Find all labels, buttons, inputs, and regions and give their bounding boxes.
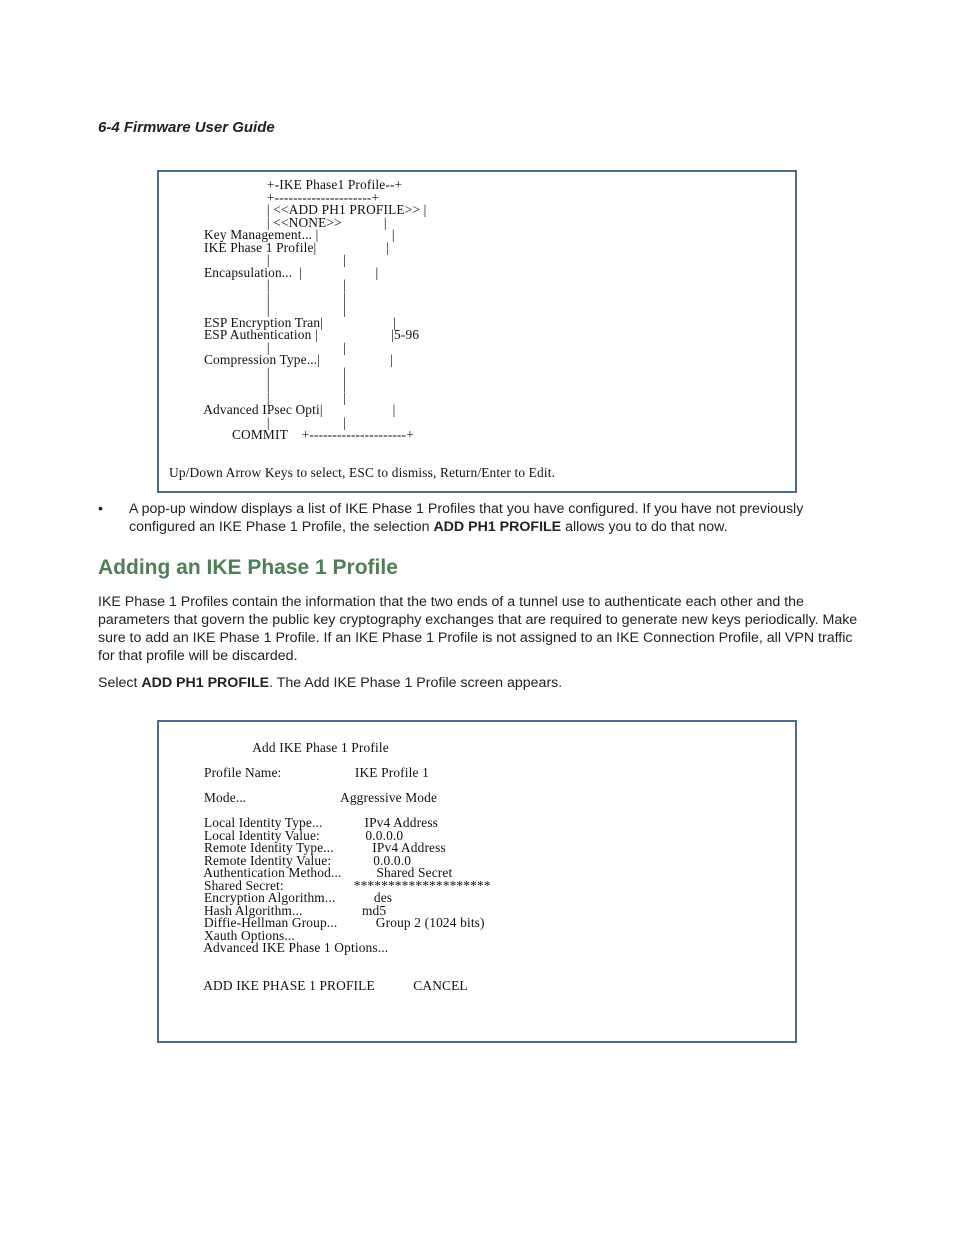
- section-heading: Adding an IKE Phase 1 Profile: [98, 556, 398, 579]
- terminal-text: [169, 742, 491, 992]
- terminal-line: | <<ADD PH1 PROFILE>> |: [169, 202, 427, 217]
- bullet-text-after: allows you to do that now.: [561, 519, 728, 535]
- terminal-line: | |: [169, 414, 347, 430]
- terminal-line: | |: [169, 289, 347, 305]
- terminal-line: ADD IKE PHASE 1 PROFILE CANCEL: [169, 977, 468, 993]
- body-paragraph: IKE Phase 1 Profiles contain the information that the two ends of a tunnel use to authenticate each other and the parameters that govern the public key cryptography exchanges that are required to generate new keys periodically. Make sure to add an IKE Phase 1 Profile. If an IKE Phase 1 Profile is not assigned to an IKE Connection Profile, all VPN traffic for that profile will be discarded.: [98, 594, 858, 664]
- terminal-line: Compression Type...| |: [169, 352, 393, 367]
- terminal-line: Shared Secret: ********************: [169, 877, 491, 893]
- para2-bold: ADD PH1 PROFILE: [141, 675, 270, 691]
- terminal-line: Local Identity Value: 0.0.0.0: [169, 827, 404, 843]
- terminal-line: Mode... Aggressive Mode: [169, 790, 438, 805]
- terminal-line: COMMIT +---------------------+: [169, 427, 414, 442]
- terminal-line: | |: [169, 302, 347, 317]
- terminal-line: | |: [169, 252, 347, 267]
- terminal-line: Encryption Algorithm... des: [169, 890, 393, 905]
- bullet-text-bold: ADD PH1 PROFILE: [433, 519, 562, 535]
- bullet-text-before: A pop-up window displays a list of IKE Phase 1 Profiles that you have configured. If you have not previously configured an IKE Phase 1 Profile, the selection: [129, 501, 804, 535]
- terminal-text: [169, 179, 555, 479]
- terminal-line: +-IKE Phase1 Profile--+: [169, 177, 403, 192]
- terminal-line: | |: [169, 339, 347, 355]
- terminal-line: IKE Phase 1 Profile| |: [169, 239, 390, 255]
- terminal-line: Remote Identity Value: 0.0.0.0: [169, 852, 412, 868]
- para2-before: Select: [98, 675, 142, 691]
- para2-after: . The Add IKE Phase 1 Profile screen appears.: [269, 675, 563, 691]
- terminal-line: Local Identity Type... IPv4 Address: [169, 815, 439, 830]
- terminal-line: Xauth Options...: [169, 927, 295, 943]
- bullet-text: [129, 500, 858, 536]
- terminal-line: Authentication Method... Shared Secret: [169, 865, 453, 880]
- terminal-line: Profile Name: IKE Profile 1: [169, 765, 429, 780]
- terminal-screen-add-ike-phase1-profile: [157, 720, 797, 1043]
- terminal-line: Advanced IPsec Opti| |: [169, 402, 396, 417]
- body-paragraph-select: [98, 674, 858, 692]
- terminal-line: Up/Down Arrow Keys to select, ESC to dismiss, Return/Enter to Edit.: [169, 464, 556, 480]
- bullet-mark: •: [98, 501, 103, 517]
- terminal-screen-ike-phase1-profile-popup: [157, 170, 797, 493]
- terminal-line: | |: [169, 389, 347, 405]
- terminal-line: Add IKE Phase 1 Profile: [169, 740, 389, 755]
- terminal-line: Remote Identity Type... IPv4 Address: [169, 840, 446, 855]
- terminal-line: Encapsulation... | |: [169, 264, 379, 280]
- terminal-line: | |: [169, 377, 347, 392]
- terminal-line: | |: [169, 277, 347, 292]
- terminal-line: | <<NONE>> |: [169, 214, 387, 230]
- bullet-item: [98, 500, 858, 536]
- terminal-line: ESP Encryption Tran| |: [169, 314, 396, 330]
- terminal-line: Advanced IKE Phase 1 Options...: [169, 940, 389, 955]
- running-head: 6-4 Firmware User Guide: [98, 119, 275, 136]
- terminal-line: +---------------------+: [169, 189, 380, 205]
- terminal-line: ESP Authentication | |5-96: [169, 327, 420, 342]
- terminal-line: Diffie-Hellman Group... Group 2 (1024 bits): [169, 915, 485, 930]
- terminal-line: Hash Algorithm... md5: [169, 902, 387, 918]
- terminal-line: | |: [169, 364, 347, 380]
- terminal-line: Key Management... | |: [169, 227, 395, 242]
